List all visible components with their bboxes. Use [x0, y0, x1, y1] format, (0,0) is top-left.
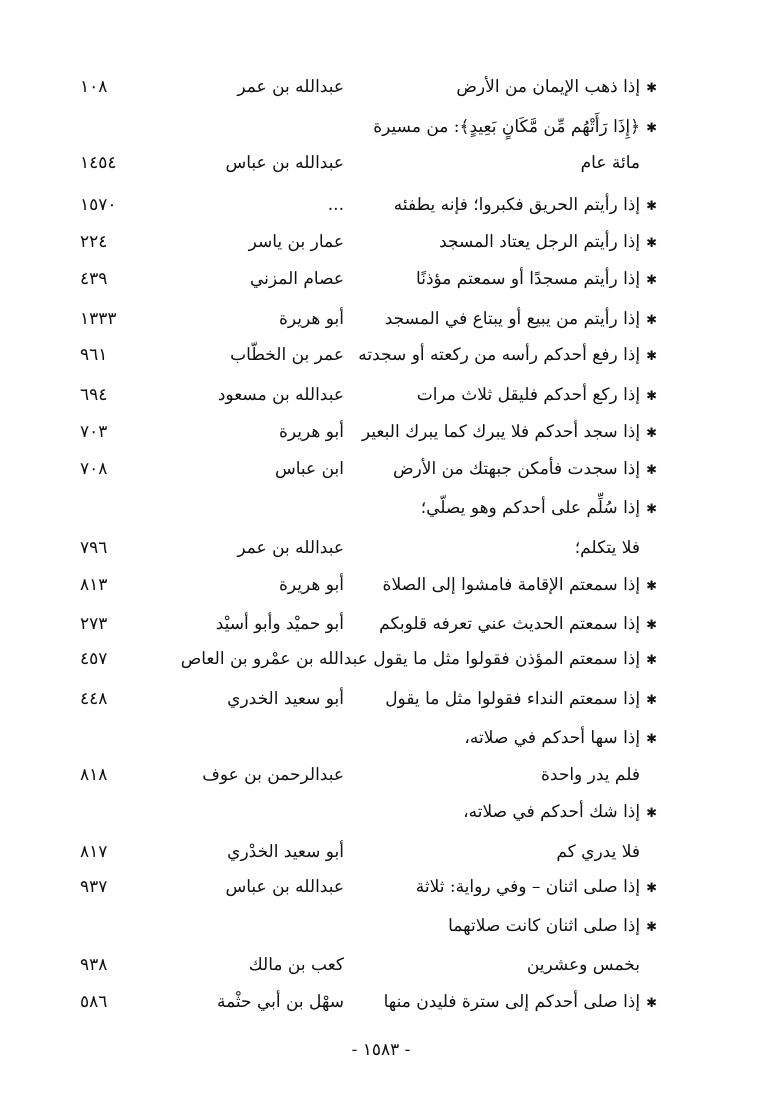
index-entry [0, 609, 762, 639]
hadith-label: إذا رأيتم مسجدًا أو سمعتم مؤذنًا [416, 269, 641, 289]
asterisk-icon: ✱ [646, 426, 657, 441]
narrator-name: أبو سعيد الخدري [227, 689, 344, 709]
narrator-name: كعب بن مالك [248, 955, 344, 975]
hadith-label: إذا ذهب الإيمان من الأرض [456, 77, 641, 97]
hadith-text [373, 112, 657, 144]
index-entry [0, 340, 762, 370]
narrator-name: عمر بن الخطّاب [230, 345, 344, 365]
asterisk-icon: ✱ [646, 920, 657, 935]
hadith-label: إذا سها أحدكم في صلاته، [464, 728, 641, 748]
index-entry [0, 417, 762, 447]
hadith-text [581, 148, 640, 178]
hadith-label: ﴿إِذَا رَأَتْهُم مِّن مَّكَانٍ بَعِيدٍ﴾: من مسيرة [373, 117, 641, 137]
asterisk-icon: ✱ [646, 653, 657, 668]
index-entry [0, 493, 762, 523]
narrator-name: عبدالله بن عباس [225, 877, 344, 897]
asterisk-icon: ✱ [646, 313, 657, 328]
hadith-text [383, 570, 657, 602]
hadith-label: إذا سمعتم الحديث عني تعرفه قلوبكم [379, 614, 641, 634]
hadith-label: فلا يتكلم؛ [574, 538, 640, 558]
index-entry [0, 797, 762, 827]
hadith-number: ٢٢٤ [80, 232, 108, 252]
narrator-name: أبو هريرة [278, 575, 344, 595]
index-entry [0, 684, 762, 714]
index-entry [0, 380, 762, 410]
hadith-label: إذا سجدت فأمكن جبهتك من الأرض [393, 459, 641, 479]
asterisk-icon: ✱ [646, 579, 657, 594]
hadith-text [448, 911, 657, 943]
hadith-text [379, 609, 657, 641]
narrator-name: عصام المزني [249, 269, 344, 289]
hadith-label: إذا شك أحدكم في صلاته، [463, 802, 641, 822]
page-number: - ١٥٨٣ - [351, 1040, 411, 1060]
hadith-text [358, 340, 657, 372]
hadith-label: إذا رأيتم الحريق فكبروا؛ فإنه يطفئه [393, 195, 641, 215]
hadith-number: ١٥٧٠ [80, 195, 117, 215]
hadith-text [527, 950, 640, 980]
hadith-text [394, 190, 657, 222]
narrator-name: عبدالرحمن بن عوف [202, 765, 344, 785]
hadith-number: ٥٨٦ [80, 992, 108, 1012]
hadith-text [439, 227, 657, 259]
index-entry [0, 644, 762, 674]
hadith-text [362, 417, 657, 449]
narrator-name: عبدالله بن مسعود [217, 385, 344, 405]
index-entry [0, 264, 762, 294]
asterisk-icon: ✱ [646, 199, 657, 214]
hadith-text [421, 493, 657, 525]
index-entry [0, 760, 762, 790]
index-entry [0, 190, 762, 220]
hadith-text [417, 380, 657, 412]
asterisk-icon: ✱ [646, 81, 657, 96]
hadith-number: ٩٣٧ [80, 877, 108, 897]
index-entry [0, 872, 762, 902]
index-entry [0, 570, 762, 600]
asterisk-icon: ✱ [646, 502, 657, 517]
hadith-text [384, 987, 657, 1019]
narrator-name: عمار بن ياسر [248, 232, 344, 252]
hadith-text [541, 760, 640, 790]
hadith-text [456, 72, 657, 104]
hadith-label: إذا سمعتم النداء فقولوا مثل ما يقول [385, 689, 641, 709]
asterisk-icon: ✱ [646, 881, 657, 896]
narrator-name: أبو حميْد وأبو أسيْد [215, 614, 344, 634]
hadith-number: ٢٧٣ [80, 614, 108, 634]
hadith-text [181, 644, 657, 676]
asterisk-icon: ✱ [646, 236, 657, 251]
hadith-number: ٦٩٤ [80, 385, 108, 405]
hadith-label: إذا رأيتم الرجل يعتاد المسجد [439, 232, 641, 252]
index-entry [0, 533, 762, 563]
hadith-label: إذا ركع أحدكم فليقل ثلاث مرات [416, 385, 641, 405]
hadith-number: ٩٣٨ [80, 955, 108, 975]
hadith-text [416, 264, 657, 296]
hadith-text [416, 872, 657, 904]
asterisk-icon: ✱ [646, 389, 657, 404]
index-entry [0, 723, 762, 753]
index-entry [0, 72, 762, 102]
index-entry [0, 227, 762, 257]
hadith-label: إذا سمعتم الإقامة فامشوا إلى الصلاة [382, 575, 641, 595]
hadith-label: فلا يدري كم [556, 842, 640, 862]
narrator-name: ابن عباس [274, 459, 344, 479]
hadith-label: مائة عام [580, 153, 640, 173]
asterisk-icon: ✱ [646, 618, 657, 633]
index-entry [0, 950, 762, 980]
hadith-label: إذا رأيتم من يبيع أو يبتاع في المسجد [384, 309, 641, 329]
hadith-number: ٩٦١ [80, 345, 108, 365]
hadith-number: ٧٩٦ [80, 538, 108, 558]
hadith-number: ١٣٣٣ [80, 309, 117, 329]
hadith-number: ٤٥٧ [80, 649, 108, 669]
hadith-label: إذا سمعتم المؤذن فقولوا مثل ما يقول عبدالله بن عمْرو بن العاص [180, 649, 641, 669]
asterisk-icon: ✱ [646, 273, 657, 288]
asterisk-icon: ✱ [646, 693, 657, 708]
narrator-name: عبدالله بن عمر [237, 538, 344, 558]
asterisk-icon: ✱ [646, 463, 657, 478]
hadith-label: إذا صلى اثنان كانت صلاتهما [448, 916, 641, 936]
asterisk-icon: ✱ [646, 732, 657, 747]
asterisk-icon: ✱ [646, 806, 657, 821]
hadith-number: ٤٤٨ [80, 689, 108, 709]
hadith-text [464, 723, 657, 755]
index-entry [0, 987, 762, 1017]
narrator-name: أبو هريرة [278, 422, 344, 442]
index-entry [0, 304, 762, 334]
hadith-text [463, 797, 657, 829]
hadith-text [575, 533, 640, 563]
hadith-label: إذا سُلِّم على أحدكم وهو يصلّي؛ [420, 498, 641, 518]
hadith-label: إذا رفع أحدكم رأسه من ركعته أو سجدته [358, 345, 641, 365]
narrator-name: عبدالله بن عباس [225, 153, 344, 173]
hadith-label: إذا صلى اثنان – وفي رواية: ثلاثة [415, 877, 641, 897]
hadith-number: ٧٠٨ [80, 459, 108, 479]
hadith-number: ٧٠٣ [80, 422, 108, 442]
narrator-name: عبدالله بن عمر [237, 77, 344, 97]
narrator-name: أبو سعيد الخدْري [227, 842, 344, 862]
hadith-text [556, 837, 640, 867]
hadith-text [393, 454, 657, 486]
asterisk-icon: ✱ [646, 996, 657, 1011]
hadith-number: ٨١٨ [80, 765, 108, 785]
hadith-label: فلم يدر واحدة [540, 765, 640, 785]
index-entry [0, 148, 762, 178]
hadith-label: إذا صلى أحدكم إلى سترة فليدن منها [383, 992, 641, 1012]
index-entry [0, 454, 762, 484]
hadith-number: ١٤٥٤ [80, 153, 117, 173]
hadith-number: ١٠٨ [80, 77, 108, 97]
index-entry [0, 911, 762, 941]
asterisk-icon: ✱ [646, 349, 657, 364]
hadith-text [385, 684, 657, 716]
hadith-label: بخمس وعشرين [526, 955, 640, 975]
hadith-number: ٨١٣ [80, 575, 108, 595]
hadith-text [385, 304, 657, 336]
index-entry [0, 837, 762, 867]
hadith-label: إذا سجد أحدكم فلا يبرك كما يبرك البعير [361, 422, 641, 442]
hadith-number: ٨١٧ [80, 842, 108, 862]
index-entry [0, 112, 762, 142]
narrator-name: ... [327, 195, 344, 215]
hadith-number: ٤٣٩ [80, 269, 108, 289]
asterisk-icon: ✱ [646, 121, 657, 136]
narrator-name: أبو هريرة [278, 309, 344, 329]
narrator-name: سهْل بن أبي حثْمة [216, 992, 344, 1012]
